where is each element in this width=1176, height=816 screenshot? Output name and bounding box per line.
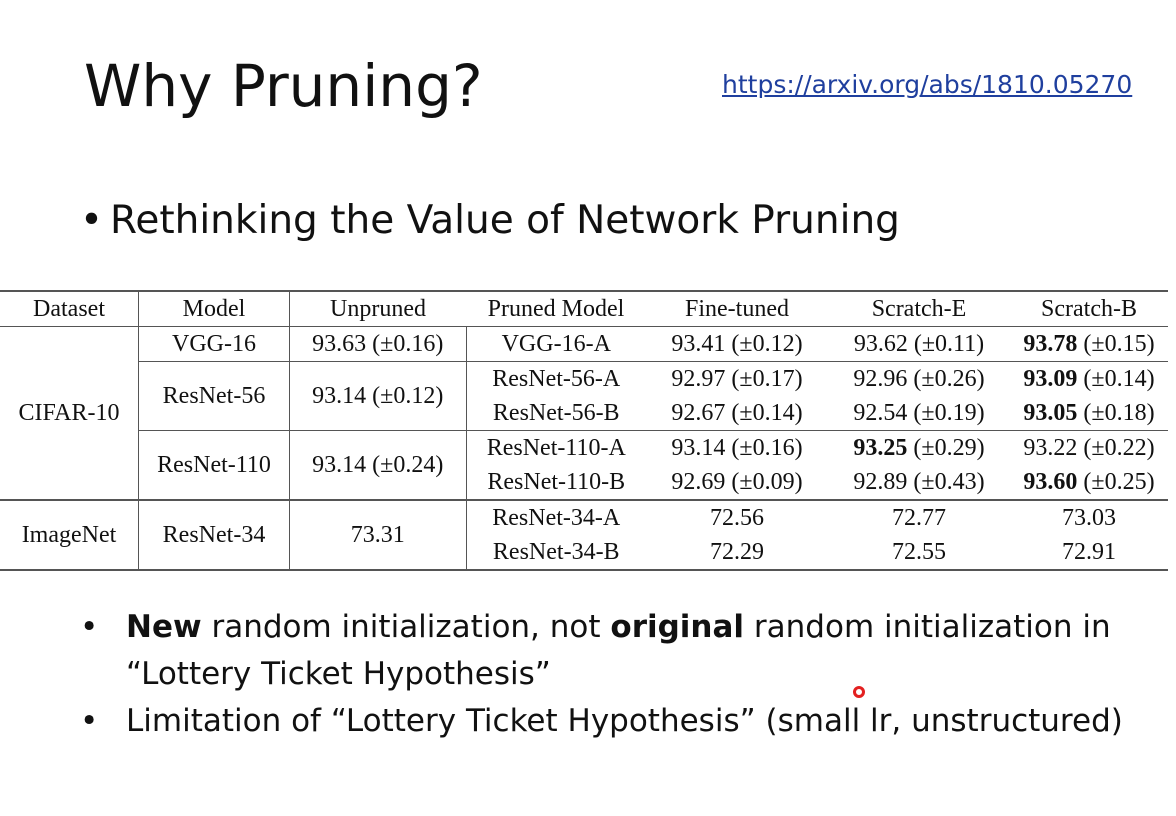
table-header-row bbox=[0, 291, 1168, 327]
finetuned-cell: 72.56 bbox=[710, 504, 764, 531]
slide-title: Why Pruning? bbox=[84, 52, 483, 120]
finetuned-cell: 92.97 (±0.17) bbox=[671, 365, 803, 392]
scratch-b-cell bbox=[1010, 362, 1168, 397]
header-fine-tuned: Fine-tuned bbox=[646, 291, 828, 327]
std-value: (±0.29) bbox=[907, 434, 985, 461]
bullet-item bbox=[80, 604, 1160, 698]
header-scratch-b: Scratch-B bbox=[1010, 291, 1168, 327]
bullet-text: Limitation of “Lottery Ticket Hypothesis” (small lr, unstructured) bbox=[126, 703, 1123, 739]
scratch-e-cell: 92.89 (±0.43) bbox=[828, 465, 1010, 500]
subtitle bbox=[80, 196, 900, 246]
finetuned-cell: 92.67 (±0.14) bbox=[646, 396, 828, 431]
table-row bbox=[0, 500, 1168, 535]
bullet-text: random initialization, not bbox=[201, 609, 611, 645]
std-value: (±0.15) bbox=[1077, 330, 1155, 357]
unpruned-cell: 93.14 (±0.24) bbox=[290, 431, 467, 501]
table-row bbox=[0, 431, 1168, 466]
bullet-marker: • bbox=[80, 609, 99, 645]
std-value: (±0.25) bbox=[1077, 468, 1155, 495]
table-row bbox=[0, 362, 1168, 397]
dataset-cell: ImageNet bbox=[0, 500, 139, 570]
pointer-indicator bbox=[853, 686, 865, 698]
bullet-list bbox=[80, 604, 1160, 745]
finetuned-cell: 72.29 bbox=[646, 535, 828, 570]
std-value: (±0.14) bbox=[1077, 365, 1155, 392]
bullet-item bbox=[80, 698, 1160, 745]
std-value: (±0.18) bbox=[1077, 399, 1155, 426]
best-value: 93.09 bbox=[1023, 365, 1078, 392]
header-unpruned: Unpruned bbox=[290, 291, 467, 327]
scratch-e-cell: 92.54 (±0.19) bbox=[828, 396, 1010, 431]
header-dataset: Dataset bbox=[0, 291, 139, 327]
unpruned-cell: 73.31 bbox=[290, 500, 467, 570]
best-value: 93.78 bbox=[1023, 330, 1078, 357]
model-cell: ResNet-110 bbox=[139, 431, 290, 501]
scratch-e-cell: 72.55 bbox=[828, 535, 1010, 570]
pruned-cell: VGG-16-A bbox=[466, 327, 646, 362]
unpruned-cell: 93.14 (±0.12) bbox=[290, 362, 467, 431]
pruned-cell: ResNet-34-B bbox=[466, 535, 646, 570]
best-value: 93.60 bbox=[1023, 468, 1078, 495]
bullet-bold-text: original bbox=[610, 609, 745, 645]
scratch-b-cell bbox=[1010, 465, 1168, 500]
unpruned-cell: 93.63 (±0.16) bbox=[290, 327, 467, 362]
dataset-cell: CIFAR-10 bbox=[0, 327, 139, 501]
model-cell: VGG-16 bbox=[139, 327, 290, 362]
scratch-e-cell: 93.62 (±0.11) bbox=[828, 327, 1010, 362]
scratch-b-cell: 73.03 bbox=[1062, 504, 1116, 531]
model-cell: ResNet-56 bbox=[139, 362, 290, 431]
finetuned-cell: 93.14 (±0.16) bbox=[671, 434, 803, 461]
best-value: 93.05 bbox=[1023, 399, 1078, 426]
scratch-b-cell: 93.22 (±0.22) bbox=[1023, 434, 1155, 461]
arxiv-link[interactable]: https://arxiv.org/abs/1810.05270 bbox=[722, 70, 1133, 99]
best-value: 93.25 bbox=[853, 434, 908, 461]
table-row bbox=[0, 327, 1168, 362]
subtitle-text: Rethinking the Value of Network Pruning bbox=[110, 198, 900, 243]
scratch-e-cell: 92.96 (±0.26) bbox=[853, 365, 985, 392]
scratch-e-cell bbox=[828, 431, 1010, 466]
bullet-text: random initialization in “Lottery Ticket Hypothesis” bbox=[126, 609, 1111, 692]
header-pruned-model: Pruned Model bbox=[466, 291, 646, 327]
bullet-bold-text: New bbox=[126, 609, 202, 645]
pruned-cell: ResNet-110-B bbox=[466, 465, 646, 500]
pruned-cell: ResNet-110-A bbox=[486, 434, 626, 461]
header-model: Model bbox=[139, 291, 290, 327]
scratch-b-cell: 72.91 bbox=[1010, 535, 1168, 570]
results-table bbox=[0, 290, 1168, 571]
header-scratch-e: Scratch-E bbox=[828, 291, 1010, 327]
pruned-cell: ResNet-56-A bbox=[492, 365, 621, 392]
scratch-e-cell: 72.77 bbox=[892, 504, 946, 531]
scratch-b-cell bbox=[1010, 327, 1168, 362]
pruned-cell: ResNet-34-A bbox=[492, 504, 621, 531]
finetuned-cell: 92.69 (±0.09) bbox=[646, 465, 828, 500]
scratch-b-cell bbox=[1010, 396, 1168, 431]
model-cell: ResNet-34 bbox=[139, 500, 290, 570]
finetuned-cell: 93.41 (±0.12) bbox=[646, 327, 828, 362]
bullet-marker: • bbox=[80, 198, 104, 243]
pruned-cell: ResNet-56-B bbox=[466, 396, 646, 431]
bullet-marker: • bbox=[80, 703, 99, 739]
